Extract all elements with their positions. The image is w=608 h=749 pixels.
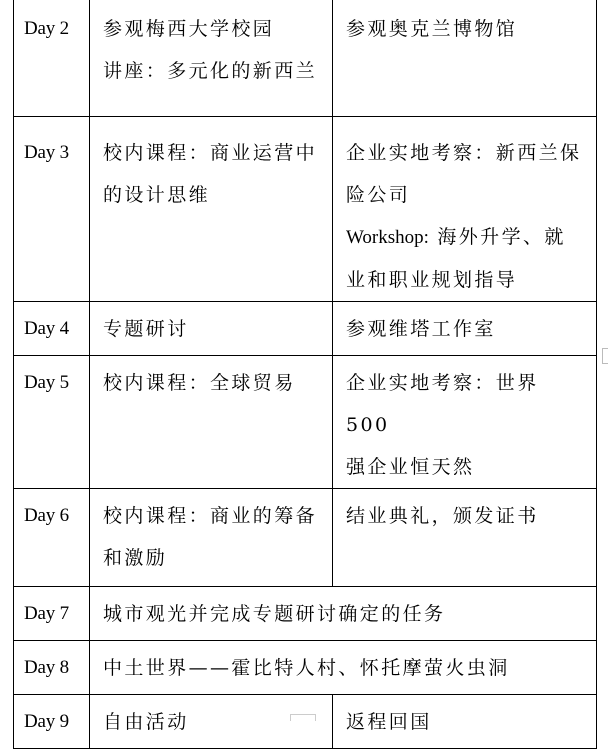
workshop-label: Workshop: bbox=[346, 227, 429, 248]
table-row bbox=[14, 0, 597, 117]
activity-line: 险公司 bbox=[346, 184, 411, 206]
activity-line: 参观奥克兰博物馆 bbox=[346, 18, 518, 40]
activity-line: 校内课程：全球贸易 bbox=[103, 372, 296, 394]
activity-line: 专题研讨 bbox=[103, 318, 189, 340]
workshop-topic: 海外升学、就 bbox=[437, 226, 566, 248]
activity-line: 校内课程：商业的筹备 bbox=[103, 505, 318, 527]
afternoon-activity bbox=[333, 695, 597, 749]
table-row bbox=[14, 587, 597, 641]
day-label: Day 5 bbox=[14, 356, 90, 489]
activity-line: 校内课程：商业运营中 bbox=[103, 142, 318, 164]
table-row bbox=[14, 117, 597, 302]
table-row bbox=[14, 356, 597, 489]
table-resize-handle[interactable] bbox=[602, 348, 608, 364]
day-label: Day 4 bbox=[14, 302, 90, 356]
afternoon-activity bbox=[333, 356, 597, 489]
table-row bbox=[14, 641, 597, 695]
full-day-activity: 中土世界——霍比特人村、怀托摩萤火虫洞 bbox=[90, 641, 597, 695]
morning-activity bbox=[90, 356, 333, 489]
table-row bbox=[14, 695, 597, 749]
activity-line: 参观梅西大学校园 bbox=[103, 18, 275, 40]
table-row bbox=[14, 489, 597, 587]
activity-line: 业和职业规划指导 bbox=[346, 269, 518, 291]
day-label: Day 2 bbox=[14, 0, 90, 117]
itinerary-table bbox=[13, 0, 597, 749]
table-row bbox=[14, 302, 597, 356]
activity-line: 强企业恒天然 bbox=[346, 456, 475, 478]
morning-activity bbox=[90, 117, 333, 302]
table-bottom-handle[interactable] bbox=[290, 714, 316, 721]
activity-line: 自由活动 bbox=[103, 711, 189, 733]
morning-activity bbox=[90, 489, 333, 587]
morning-activity bbox=[90, 302, 333, 356]
activity-line: 结业典礼，颁发证书 bbox=[346, 505, 539, 527]
activity-line: 参观维塔工作室 bbox=[346, 318, 496, 340]
afternoon-activity bbox=[333, 117, 597, 302]
morning-activity bbox=[90, 0, 333, 117]
day-label: Day 8 bbox=[14, 641, 90, 695]
day-label: Day 7 bbox=[14, 587, 90, 641]
activity-line: 企业实地考察：新西兰保 bbox=[346, 142, 582, 164]
afternoon-activity bbox=[333, 0, 597, 117]
morning-activity bbox=[90, 695, 333, 749]
activity-line: 讲座：多元化的新西兰 bbox=[103, 60, 318, 82]
day-label: Day 3 bbox=[14, 117, 90, 302]
activity-line: 的设计思维 bbox=[103, 184, 211, 206]
full-day-activity: 城市观光并完成专题研讨确定的任务 bbox=[90, 587, 597, 641]
afternoon-activity bbox=[333, 489, 597, 587]
day-label: Day 9 bbox=[14, 695, 90, 749]
afternoon-activity bbox=[333, 302, 597, 356]
activity-line: 和激励 bbox=[103, 547, 168, 569]
activity-line: 返程回国 bbox=[346, 711, 432, 733]
activity-line bbox=[346, 216, 590, 259]
day-label: Day 6 bbox=[14, 489, 90, 587]
activity-line: 企业实地考察：世界 500 bbox=[346, 372, 539, 436]
